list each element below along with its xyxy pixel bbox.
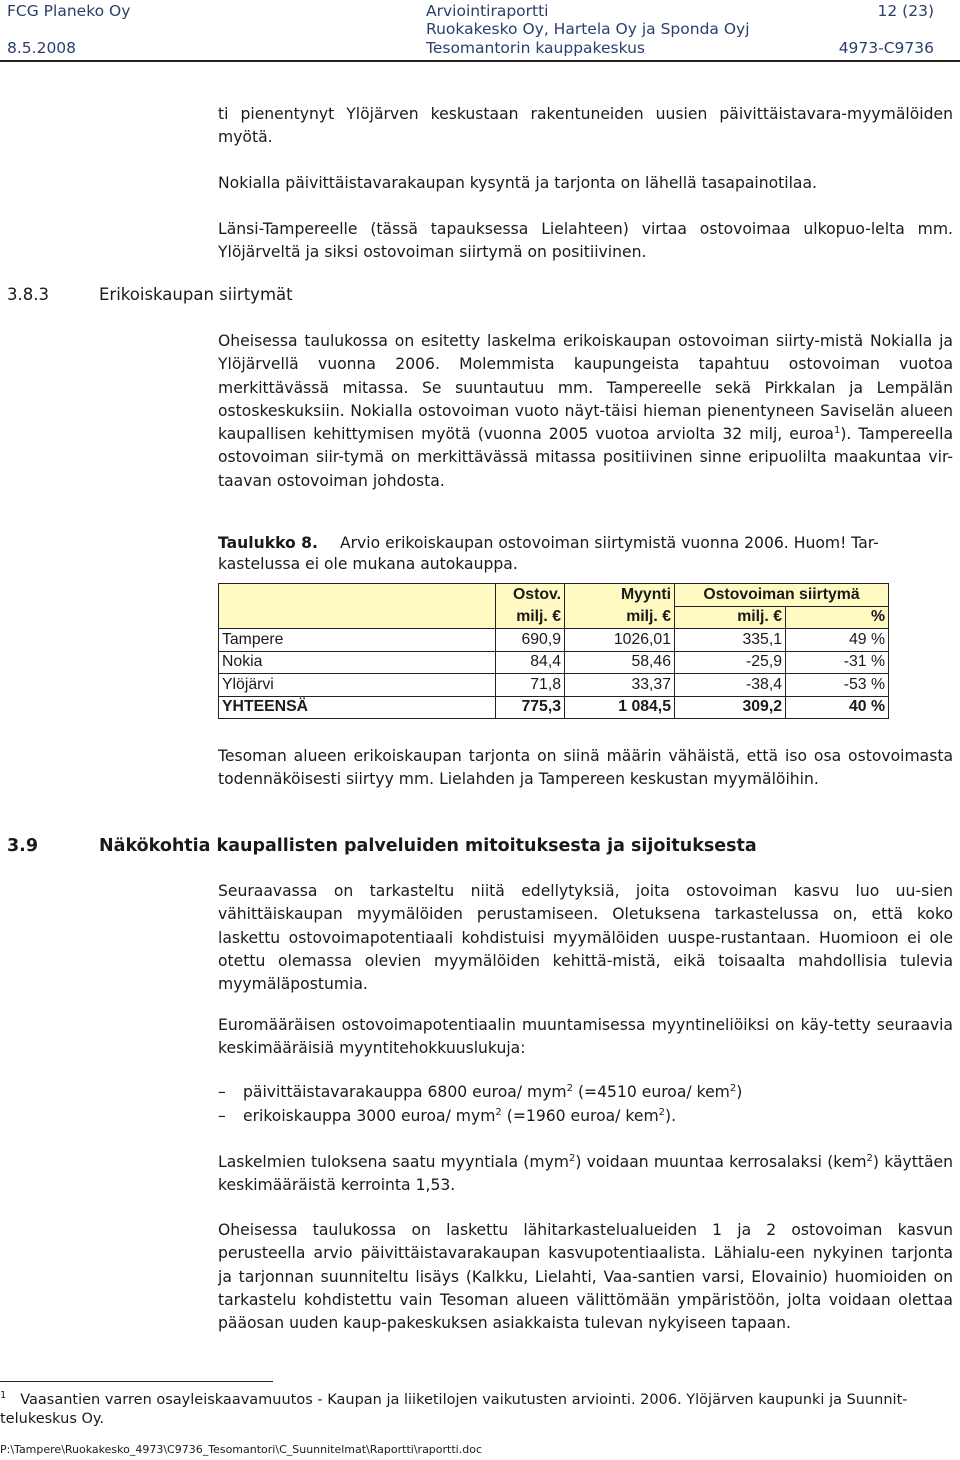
header-unit: % (786, 606, 889, 629)
paragraph: Oheisessa taulukossa on laskettu lähitarkastelualueiden 1 ja 2 ostovoiman kasvun perusteella arvio päivittäistavarakaupan kasvupotentiaalista. Lähialu-een nykyinen tarjonta ja tarjonnan suunniteltu lisäys (Kalkku, Lielahti, Vaa-santien varsi, Elovainio) huomioiden on tarkastelu kohdistettu vain Tesoman alueen välittömään ympäristöön, jolta voidaan olettaa pääosan uuden kaup-pakeskuksen asiakkaista tulevan nykyiseen tapaan. (218, 1221, 953, 1333)
ostovoima-table (218, 583, 889, 719)
table-header-row (219, 606, 889, 629)
row-siirtyma: 309,2 (675, 696, 786, 719)
table-row (219, 629, 889, 652)
row-ostov: 84,4 (496, 651, 565, 674)
row-ostov: 690,9 (496, 629, 565, 652)
section-title: Näkökohtia kaupallisten palveluiden mitoituksesta ja sijoituksesta (99, 836, 757, 856)
row-myynti: 1026,01 (565, 629, 675, 652)
paragraph: Nokialla päivittäistavarakaupan kysyntä ja tarjonta on lähellä tasapainotilaa. (218, 174, 818, 192)
file-path: P:\Tampere\Ruokakesko_4973\C9736_Tesomantori\C_Suunnitelmat\Raportti\raportti.doc (0, 1443, 482, 1456)
dash-icon: – (218, 1107, 226, 1125)
table-row (219, 674, 889, 697)
dash-icon: – (218, 1083, 226, 1101)
footnote-divider (0, 1381, 273, 1382)
client-names: Ruokakesko Oy, Hartela Oy ja Sponda Oyj (426, 20, 750, 38)
paragraph: ti pienentynyt Ylöjärven keskustaan rakentuneiden uusien päivittäistavara-myymälöiden myötä. (218, 105, 953, 147)
row-pct: -53 % (786, 674, 889, 697)
row-pct: -31 % (786, 651, 889, 674)
header-ostov: Ostov. (496, 584, 565, 607)
paragraph: Laskelmien tuloksena saatu myyntiala (mym$^2$) voidaan muuntaa kerrosalaksi (kem$^2$) käyttäen keskimääräistä kerrointa 1,53. (218, 1152, 954, 1195)
paragraph: Seuraavassa on tarkasteltu niitä edellytyksiä, joita ostovoiman kasvu luo uu-sien vähittäiskaupan myymälöiden perustamiseen. Oletuksena tarkastelussa on, että koko laskettu ostovoimapotentiaali kohdistuisi myymälöiden uuspe-rustantaan. Huomioon ei ole otettu olemassa olevien myymälöiden kehittä-mistä, eikä toisaalta mahdollisia tulevia myymäläpostumia. (218, 882, 953, 994)
row-name: Ylöjärvi (219, 674, 496, 697)
header-myynti: Myynti (565, 584, 675, 607)
row-siirtyma: -38,4 (675, 674, 786, 697)
company-name: FCG Planeko Oy (7, 2, 131, 20)
paragraph: Oheisessa taulukossa on esitetty laskelma erikoiskaupan ostovoiman siirty-mistä Nokialla ja Ylöjärvellä vuonna 2006. Molemmista kaupungeista tapahtuu ostovoiman vuotoa merkittävässä mitassa. Se suuntautuu mm. Tampereelle sekä Pirkkalan ja Lempälän ostoskeskuksiin. Nokialla ostovoiman vuoto näyt-täisi hieman pienentyneen Saviselän alueen kaupallisen kehittymisen myötä (vuonna 2005 vuotoa arviolta 32 milj, euroa$^1$). Tampereella ostovoiman siir-tymä on merkittävässä mitassa positiivinen sinne eripuolilta maakuntaa vir-taavan ostovoiman johdosta. (218, 332, 953, 490)
footnote-reference: 1 (833, 425, 841, 436)
row-name: YHTEENSÄ (219, 696, 496, 719)
header-unit: milj. € (496, 606, 565, 629)
paragraph: Tesoman alueen erikoiskaupan tarjonta on siinä määrin vähäistä, että iso osa ostovoimasta todennäköisesti siirtyy mm. Lielahden ja Tampereen keskustan myymälöihin. (218, 747, 953, 789)
table-row (219, 651, 889, 674)
footnote: $^1$ Vaasantien varren osayleiskaavamuutos - Kaupan ja liiketilojen vaikutusten arviointi. 2006. Ylöjärven kaupunki ja Suunnit-telukeskus Oy. (0, 1390, 908, 1427)
project-name: Tesomantorin kauppakeskus (426, 39, 645, 57)
table-caption: Taulukko 8. Arvio erikoiskaupan ostovoiman siirtymistä vuonna 2006. Huom! Tar-kastelussa ei ole mukana autokauppa. (218, 534, 879, 573)
row-myynti: 33,37 (565, 674, 675, 697)
section-number: 3.8.3 (7, 285, 49, 304)
table-total-row (219, 696, 889, 719)
section-title: Erikoiskaupan siirtymät (99, 285, 293, 304)
section-number: 3.9 (7, 836, 39, 856)
row-siirtyma: 335,1 (675, 629, 786, 652)
list-item: – päivittäistavarakauppa 6800 euroa/ mym$^2$ (=4510 euroa/ kem$^2$) (218, 1082, 743, 1101)
header-siirtyma: Ostovoiman siirtymä (675, 584, 889, 607)
row-name: Tampere (219, 629, 496, 652)
row-ostov: 71,8 (496, 674, 565, 697)
paragraph: Euromääräisen ostovoimapotentiaalin muuntamisessa myyntineliöiksi on käy-tetty seuraavia keskimääräisiä myyntitehokkuuslukuja: (218, 1016, 953, 1058)
header-unit: milj. € (675, 606, 786, 629)
row-pct: 49 % (786, 629, 889, 652)
row-myynti: 58,46 (565, 651, 675, 674)
row-ostov: 775,3 (496, 696, 565, 719)
page-number: 12 (23) (877, 2, 934, 20)
list-item: – erikoiskauppa 3000 euroa/ mym$^2$ (=1960 euroa/ kem$^2$). (218, 1106, 677, 1125)
table-header-row (219, 584, 889, 607)
row-name: Nokia (219, 651, 496, 674)
header-divider (0, 60, 960, 62)
row-myynti: 1 084,5 (565, 696, 675, 719)
paragraph: Länsi-Tampereelle (tässä tapauksessa Lielahteen) virtaa ostovoimaa ulkopuo-lelta mm. Ylöjärveltä ja siksi ostovoiman siirtymä on positiivinen. (218, 220, 953, 262)
header-unit: milj. € (565, 606, 675, 629)
row-pct: 40 % (786, 696, 889, 719)
report-type: Arviointiraportti (426, 2, 549, 20)
document-code: 4973-C9736 (838, 39, 934, 57)
footnote-mark: 1 (0, 1390, 7, 1402)
report-date: 8.5.2008 (7, 39, 77, 57)
row-siirtyma: -25,9 (675, 651, 786, 674)
